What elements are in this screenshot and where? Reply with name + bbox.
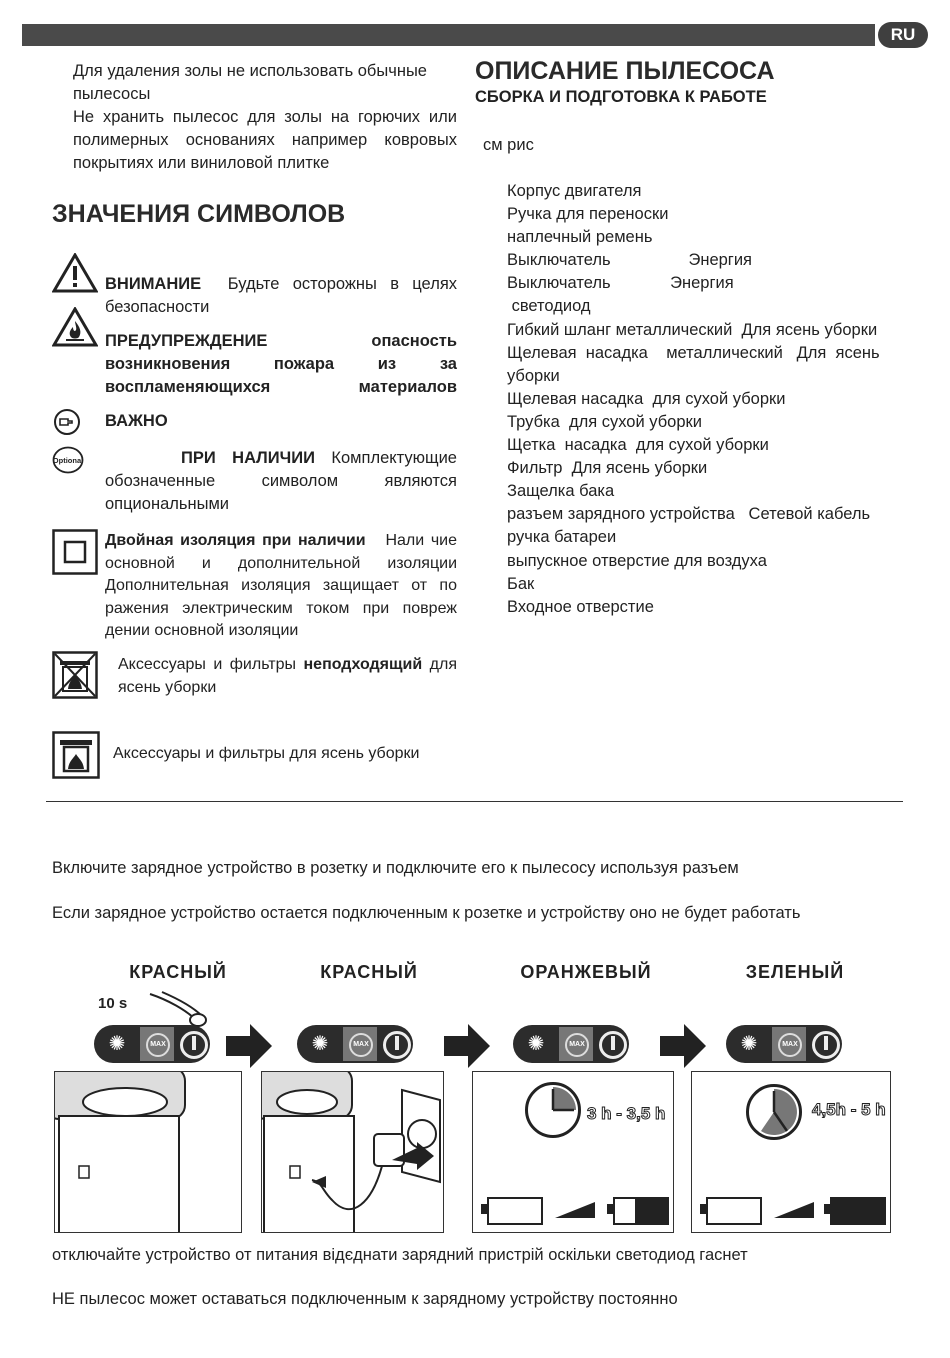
warning-row (105, 273, 457, 319)
illustration-charging-green (691, 1071, 891, 1233)
arrow-right-icon (660, 1024, 706, 1068)
control-panel-4 (726, 1025, 842, 1063)
led-icon: ✺ (311, 1033, 329, 1055)
list-item: Щелевая насадка металлический Для ясень (507, 343, 880, 362)
list-item: Фильтр Для ясень уборки (507, 459, 708, 478)
max-indicator: MAX (778, 1033, 802, 1057)
double-insulation-row (105, 530, 457, 643)
fire-hazard-icon (52, 307, 98, 347)
intro-storage-warning: Не хранить пылесос для золы на горючих или полимерных основаниях например ковровых покрытиях или виниловой плитке (73, 108, 457, 172)
battery-full-icon (830, 1197, 886, 1225)
symbols-title: ЗНАЧЕНИЯ СИМВОЛОВ (52, 200, 346, 228)
double-insulation-text: Нали чие основной и дополнительной изоляции Дополнительная изоляция защищает от по ражения электрическим током при повреж дении основной изоляции (105, 532, 458, 639)
optional-row (105, 447, 457, 516)
warning-text: Будьте осторожны в целях безопасности (105, 275, 458, 316)
list-item: Щелевая насадка для сухой уборки (507, 389, 786, 408)
list-item: наплечный ремень (507, 228, 653, 247)
illustration-vacuum (54, 1071, 242, 1233)
led-icon: ✺ (527, 1033, 545, 1055)
optional-icon (52, 446, 84, 474)
unsuitable-accessories-row (118, 653, 457, 699)
unplug-instruction: отключайте устройство от питания відєднати зарядний пристрій оскільки светодиод гаснет (52, 1246, 748, 1264)
illustration-charger (261, 1071, 444, 1233)
charger-plug-icon (262, 1072, 443, 1232)
charging-ramp-icon (774, 1202, 814, 1218)
warning-triangle-icon (52, 253, 98, 293)
list-item: Выключатель Энергия (507, 274, 734, 293)
list-item: Выключатель Энергия (507, 251, 752, 270)
optional-label: ПРИ НАЛИЧИИ (181, 449, 315, 467)
warning-label: ВНИМАНИЕ (105, 275, 202, 293)
double-insulation-label: Двойная изоляция при наличии (105, 532, 366, 549)
optional-icon-text: Optional (52, 456, 84, 465)
description-title: ОПИСАНИЕ ПЫЛЕСОСА (475, 57, 775, 85)
important-label: ВАЖНО (105, 412, 168, 430)
unsuitable-bold: неподходящий (303, 656, 423, 673)
double-insulation-icon (52, 529, 98, 575)
power-button-icon (599, 1031, 627, 1059)
control-panel-1 (94, 1025, 210, 1063)
arrow-right-icon (226, 1024, 272, 1068)
clock-icon (525, 1082, 581, 1138)
suitable-accessories-text: Аксессуары и фильтры для ясень уборки (113, 745, 420, 762)
list-item: разъем зарядного устройства Сетевой кабель (507, 505, 871, 524)
section-divider (46, 801, 903, 802)
power-button-icon (180, 1031, 208, 1059)
clock-icon (746, 1084, 802, 1140)
list-item: Бак (507, 574, 535, 593)
arrow-right-icon (444, 1024, 490, 1068)
illustration-charging-orange (472, 1071, 674, 1233)
hold-time-label: 10 s (98, 995, 128, 1012)
description-subtitle: СБОРКА И ПОДГОТОВКА К РАБОТЕ (475, 88, 767, 106)
optional-text: Комплектующие обозначенные символом являются опциональными (105, 449, 457, 513)
battery-empty-icon (706, 1197, 762, 1225)
charge-time-1: 3 h - 3,5 h (587, 1104, 666, 1123)
pointing-hand-icon (53, 408, 81, 436)
parts-list (507, 180, 910, 619)
led-color-green: ЗЕЛЕНЫЙ (745, 962, 845, 982)
control-panel-3 (513, 1025, 629, 1063)
list-item: Ручка для переноски (507, 205, 669, 224)
unsuitable-pre: Аксессуары и фильтры (118, 656, 297, 673)
list-item: Входное отверстие (507, 597, 654, 616)
battery-partial-icon (613, 1197, 669, 1225)
led-color-red-2: КРАСНЫЙ (320, 962, 418, 982)
header-bar (22, 24, 875, 46)
charging-instruction-2: Если зарядное устройство остается подключенным к розетке и устройству оно не будет работать (52, 904, 801, 922)
led-color-orange: ОРАНЖЕВЫЙ (520, 962, 652, 982)
vacuum-body-icon (55, 1072, 241, 1232)
max-indicator: MAX (565, 1033, 589, 1057)
list-item: ручка батареи (507, 528, 617, 547)
list-item: Трубка для сухой уборки (507, 412, 702, 431)
list-item: Защелка бака (507, 482, 615, 501)
list-item: Корпус двигателя (507, 182, 642, 200)
unsuitable-post: для ясень уборки (118, 656, 457, 696)
unsuitable-fireplace-icon (52, 651, 98, 699)
list-item: выпускное отверстие для воздуха (507, 551, 767, 570)
see-figure: см рис (483, 136, 534, 154)
list-item: светодиод (507, 297, 591, 316)
control-panel-2 (297, 1025, 413, 1063)
fireplace-icon (52, 731, 100, 779)
max-indicator: MAX (146, 1033, 170, 1057)
led-icon: ✺ (108, 1033, 126, 1055)
charge-time-2: 4,5h - 5 h (812, 1100, 886, 1119)
battery-empty-icon (487, 1197, 543, 1225)
led-color-red-1: КРАСНЫЙ (129, 962, 227, 982)
power-button-icon (812, 1031, 840, 1059)
led-icon: ✺ (740, 1033, 758, 1055)
charging-ramp-icon (555, 1202, 595, 1218)
max-indicator: MAX (349, 1033, 373, 1057)
list-item: уборки (507, 366, 560, 385)
list-item: Щетка насадка для сухой уборки (507, 436, 769, 455)
charger-note: НЕ пылесос может оставаться подключенным к зарядному устройству постоянно (52, 1290, 678, 1308)
power-button-icon (383, 1031, 411, 1059)
charging-instruction-1: Включите зарядное устройство в розетку и подключите его к пылесосу используя разъем (52, 859, 739, 877)
intro-ash-warning: Для удаления золы не использовать обычные пылесосы (73, 62, 427, 103)
language-badge: RU (878, 22, 928, 48)
list-item: Гибкий шланг металлический Для ясень уборки (507, 320, 878, 339)
caution-text: ПРЕДУПРЕЖДЕНИЕ опасность возникновения пожара из за воспламеняющихся материалов (105, 332, 457, 396)
